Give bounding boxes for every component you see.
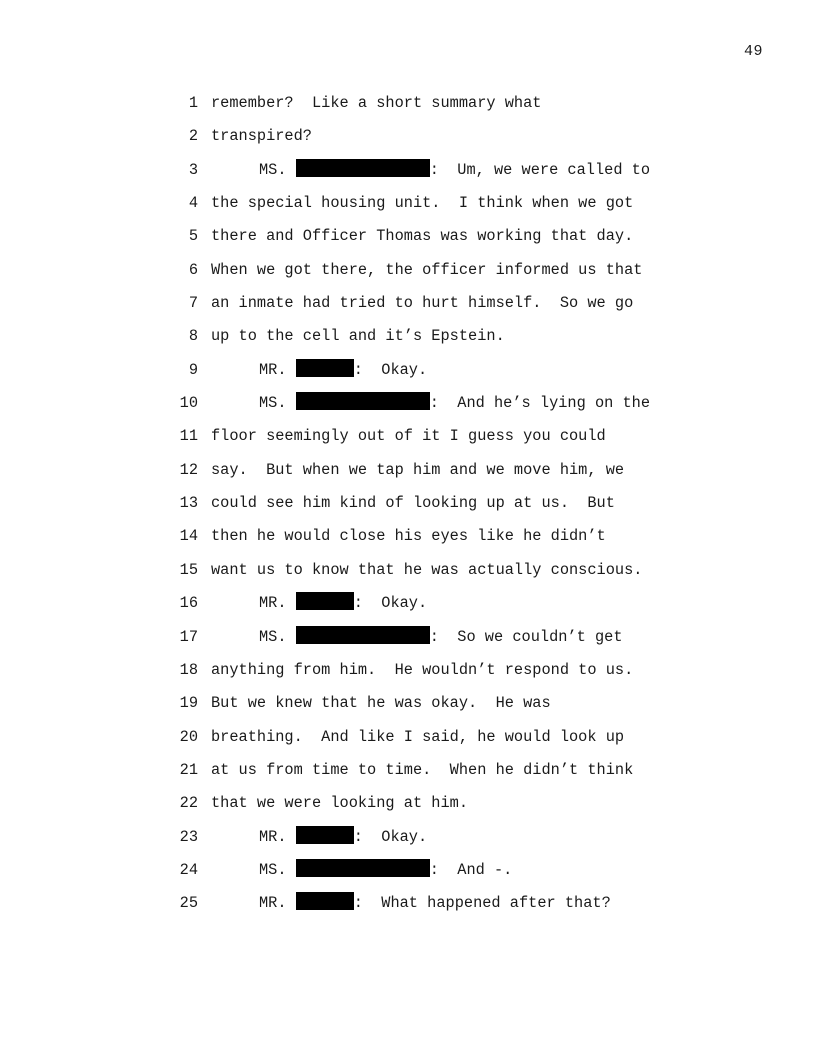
transcript-line <box>0 120 816 153</box>
speaker-line <box>259 887 611 920</box>
redaction-bar <box>296 359 354 377</box>
line-number: 21 <box>179 760 198 779</box>
line-content: then he would close his eyes like he didn’t <box>211 527 606 546</box>
transcript-line <box>0 287 816 320</box>
line-text <box>211 520 606 553</box>
transcript-lines <box>0 87 816 921</box>
line-content: : Okay. <box>353 594 428 613</box>
line-content: : And he’s lying on the <box>429 394 651 413</box>
line-number: 12 <box>179 460 198 479</box>
line-content: breathing. And like I said, he would look up <box>211 727 625 746</box>
line-number: 7 <box>188 294 198 313</box>
redaction-bar <box>296 626 430 644</box>
line-number: 14 <box>179 527 198 546</box>
transcript-line <box>0 587 816 620</box>
transcript-line <box>0 187 816 220</box>
line-content: that we were looking at him. <box>211 794 469 813</box>
line-text <box>211 654 633 687</box>
transcript-line <box>0 854 816 887</box>
line-content: say. But when we tap him and we move him, we <box>211 460 625 479</box>
line-content: floor seemingly out of it I guess you could <box>211 427 606 446</box>
speaker-line <box>259 587 427 620</box>
line-content: want us to know that he was actually conscious. <box>211 560 643 579</box>
speaker-title: MS. <box>259 860 287 879</box>
line-number: 8 <box>188 327 198 346</box>
line-number: 20 <box>179 727 198 746</box>
line-content: But we knew that he was okay. He was <box>211 694 551 713</box>
transcript-line <box>0 687 816 720</box>
line-text <box>211 187 633 220</box>
line-text <box>211 287 633 320</box>
line-content: transpired? <box>211 127 312 146</box>
speaker-title: MR. <box>259 827 287 846</box>
line-text <box>211 120 312 153</box>
line-number: 18 <box>179 660 198 679</box>
line-number: 4 <box>188 194 198 213</box>
line-number: 15 <box>179 560 198 579</box>
line-text <box>211 787 468 820</box>
line-number: 11 <box>179 427 198 446</box>
line-number: 25 <box>179 894 198 913</box>
line-text <box>211 254 642 287</box>
line-content: : Okay. <box>353 827 428 846</box>
transcript-line <box>0 821 816 854</box>
transcript-line <box>0 654 816 687</box>
speaker-title: MR. <box>259 894 287 913</box>
transcript-line <box>0 454 816 487</box>
speaker-line <box>259 354 427 387</box>
transcript-line <box>0 354 816 387</box>
line-text <box>211 454 624 487</box>
transcript-line <box>0 220 816 253</box>
line-content: : Okay. <box>353 360 428 379</box>
line-text <box>211 320 505 353</box>
line-number: 13 <box>179 494 198 513</box>
redaction-bar <box>296 392 430 410</box>
speaker-line <box>259 821 427 854</box>
speaker-line <box>259 621 623 654</box>
line-content: the special housing unit. I think when we got <box>211 194 634 213</box>
line-content: : And -. <box>429 860 513 879</box>
line-text <box>211 721 624 754</box>
transcript-line <box>0 154 816 187</box>
speaker-title: MS. <box>259 160 287 179</box>
line-number: 24 <box>179 860 198 879</box>
line-number: 17 <box>179 627 198 646</box>
line-number: 10 <box>179 394 198 413</box>
transcript-line <box>0 721 816 754</box>
speaker-line <box>259 387 650 420</box>
speaker-title: MS. <box>259 394 287 413</box>
redaction-bar <box>296 826 354 844</box>
line-number: 9 <box>188 360 198 379</box>
line-text <box>211 420 606 453</box>
line-number: 23 <box>179 827 198 846</box>
speaker-title: MR. <box>259 360 287 379</box>
line-number: 5 <box>188 227 198 246</box>
line-content: remember? Like a short summary what <box>211 94 542 112</box>
transcript-line <box>0 787 816 820</box>
speaker-line <box>259 854 512 887</box>
line-text <box>211 87 541 120</box>
line-text <box>211 220 633 253</box>
line-content: an inmate had tried to hurt himself. So we go <box>211 294 634 313</box>
line-content: When we got there, the officer informed us that <box>211 260 643 279</box>
transcript-line <box>0 420 816 453</box>
redaction-bar <box>296 892 354 910</box>
transcript-line <box>0 387 816 420</box>
line-number: 1 <box>188 94 198 112</box>
line-text <box>211 754 633 787</box>
transcript-line <box>0 254 816 287</box>
line-number: 19 <box>179 694 198 713</box>
line-text <box>211 687 551 720</box>
transcript-line <box>0 554 816 587</box>
line-text <box>211 554 642 587</box>
transcript-line <box>0 887 816 920</box>
line-number: 6 <box>188 260 198 279</box>
transcript-line <box>0 520 816 553</box>
line-content: : What happened after that? <box>353 894 611 913</box>
line-text <box>211 487 615 520</box>
speaker-title: MS. <box>259 627 287 646</box>
redaction-bar <box>296 592 354 610</box>
speaker-title: MR. <box>259 594 287 613</box>
line-content: anything from him. He wouldn’t respond to us. <box>211 660 634 679</box>
line-number: 22 <box>179 794 198 813</box>
line-content: : Um, we were called to <box>429 160 651 179</box>
line-number: 16 <box>179 594 198 613</box>
line-content: : So we couldn’t get <box>429 627 623 646</box>
page-number: 49 <box>743 43 763 60</box>
line-content: there and Officer Thomas was working that day. <box>211 227 634 246</box>
transcript-line <box>0 487 816 520</box>
transcript-line <box>0 621 816 654</box>
line-content: up to the cell and it’s Epstein. <box>211 327 505 346</box>
line-content: at us from time to time. When he didn’t think <box>211 760 634 779</box>
transcript-line <box>0 320 816 353</box>
speaker-line <box>259 154 650 187</box>
line-number: 3 <box>188 160 198 179</box>
line-number: 2 <box>188 127 198 146</box>
transcript-line <box>0 87 816 120</box>
redaction-bar <box>296 859 430 877</box>
line-content: could see him kind of looking up at us. But <box>211 494 615 513</box>
redaction-bar <box>296 159 430 177</box>
transcript-line <box>0 754 816 787</box>
